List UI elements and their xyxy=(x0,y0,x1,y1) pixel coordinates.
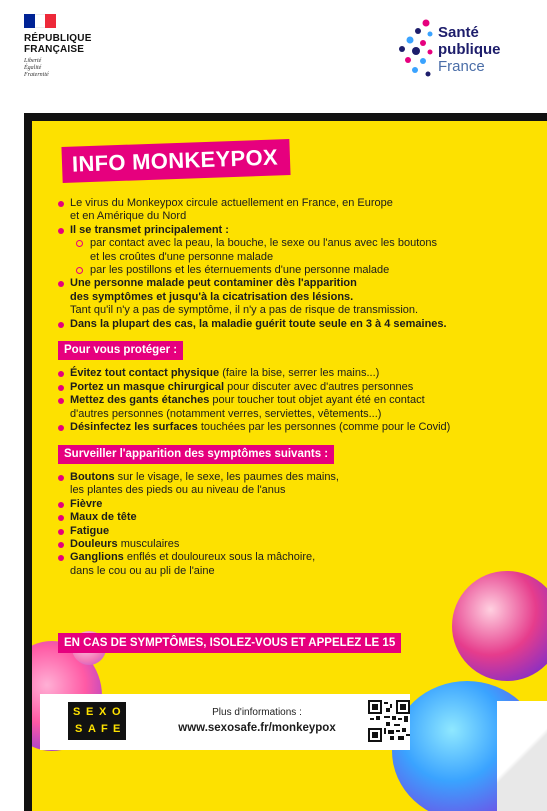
list-item xyxy=(58,511,533,524)
logo-letter: O xyxy=(112,706,121,718)
item-bold: Mettez des gants étanches xyxy=(70,394,210,407)
bullet-icon xyxy=(58,542,64,548)
bullet-icon xyxy=(58,425,64,431)
poster-frame xyxy=(24,113,547,811)
logo-letter: A xyxy=(88,723,96,735)
rf-motto-3: Fraternité xyxy=(24,72,49,78)
contagion-note: Tant qu'il n'y a pas de symptôme, il n'y a pas de risque de transmission. xyxy=(70,304,419,317)
logo-letter: S xyxy=(75,723,83,735)
item-bold: Douleurs xyxy=(70,537,118,550)
bullet-icon xyxy=(58,502,64,508)
item-cont: les plantes des pieds ou au niveau de l'anus xyxy=(70,484,286,497)
spf-line3: France xyxy=(438,58,485,75)
list-item xyxy=(58,394,533,421)
intro-line-cont: et en Amérique du Nord xyxy=(70,210,187,223)
bullet-icon xyxy=(58,322,64,328)
logo-letter: E xyxy=(113,723,121,735)
qr-code-icon[interactable] xyxy=(368,700,410,742)
logo-letter: X xyxy=(99,706,107,718)
item-bold: Fatigue xyxy=(70,524,110,537)
item-cont: d'autres personnes (notamment verres, serviettes, vêtements...) xyxy=(70,407,382,420)
ring-bullet-icon xyxy=(76,267,83,274)
republique-francaise-logo xyxy=(24,14,134,79)
logo-letter: S xyxy=(73,706,81,718)
bullet-icon xyxy=(58,555,64,561)
info-link[interactable]: www.sexosafe.fr/monkeypox xyxy=(178,722,336,734)
bullet-icon xyxy=(58,475,64,481)
item-rest: enflés et douloureux sous la mâchoire, xyxy=(123,551,316,564)
item-rest: (faire la bise, serrer les mains...) xyxy=(219,367,380,380)
bullet-icon xyxy=(58,201,64,207)
list-item xyxy=(58,277,533,317)
list-item xyxy=(58,367,533,380)
list-item xyxy=(58,525,533,538)
rf-title-line1: RÉPUBLIQUE xyxy=(24,33,92,44)
contagion-line-cont: des symptômes et jusqu'à la cicatrisation des lésions. xyxy=(70,290,354,303)
transmission-heading: Il se transmet principalement : xyxy=(70,223,229,236)
item-bold: Désinfectez les surfaces xyxy=(70,421,198,434)
item-cont: dans le cou ou au pli de l'aine xyxy=(70,564,215,577)
spf-wordmark xyxy=(438,24,501,75)
list-item xyxy=(58,498,533,511)
item-bold: Portez un masque chirurgical xyxy=(70,380,225,393)
symptoms-heading: Surveiller l'apparition des symptômes suivants : xyxy=(58,445,334,464)
list-item xyxy=(58,318,533,331)
item-bold: Évitez tout contact physique xyxy=(70,367,220,380)
bullet-icon xyxy=(58,228,64,234)
sante-publique-france-logo xyxy=(396,18,536,84)
item-rest: sur le visage, le sexe, les paumes des mains, xyxy=(114,470,339,483)
list-item xyxy=(58,471,533,498)
bullet-icon xyxy=(58,281,64,287)
bullet-icon xyxy=(58,385,64,391)
list-item xyxy=(58,381,533,394)
item-rest: touchées par les personnes (comme pour le Covid) xyxy=(197,421,451,434)
list-item xyxy=(58,264,533,277)
sexosafe-logo xyxy=(68,702,126,740)
more-info-label: Plus d'informations : xyxy=(212,707,302,718)
rf-motto-2: Égalité xyxy=(24,65,42,71)
page-title: INFO MONKEYPOX xyxy=(61,139,290,183)
transmission-line-cont: et les croûtes d'une personne malade xyxy=(90,250,274,263)
item-bold: Maux de tête xyxy=(70,511,137,524)
item-rest: pour toucher tout objet ayant été en contact xyxy=(209,394,425,407)
main-content xyxy=(58,197,533,578)
list-item xyxy=(58,551,533,578)
french-flag-icon xyxy=(24,14,56,28)
list-item xyxy=(58,237,533,264)
rf-motto xyxy=(24,58,134,79)
intro-line: Le virus du Monkeypox circule actuellement en France, en Europe xyxy=(70,197,393,209)
transmission-line: par contact avec la peau, la bouche, le sexe ou l'anus avec les boutons xyxy=(90,237,437,250)
transmission-line: par les postillons et les éternuements d'une personne malade xyxy=(90,264,390,277)
contagion-line: Une personne malade peut contaminer dès l'apparition xyxy=(70,277,357,290)
ring-bullet-icon xyxy=(76,240,83,247)
alert-banner: EN CAS DE SYMPTÔMES, ISOLEZ-VOUS ET APPELEZ LE 15 xyxy=(58,633,401,653)
list-item xyxy=(58,197,533,224)
page-curl xyxy=(497,701,547,811)
rf-motto-1: Liberté xyxy=(24,58,42,64)
list-item xyxy=(58,224,533,237)
spf-dots-icon xyxy=(396,18,436,80)
list-item xyxy=(58,421,533,434)
logo-letter: E xyxy=(86,706,94,718)
spf-line1: Santé xyxy=(438,24,479,41)
bullet-icon xyxy=(58,371,64,377)
item-bold: Boutons xyxy=(70,470,115,483)
list-item xyxy=(58,538,533,551)
healing-line: Dans la plupart des cas, la maladie guérit toute seule en 3 à 4 semaines. xyxy=(70,317,447,330)
item-bold: Fièvre xyxy=(70,497,103,510)
bullet-icon xyxy=(58,529,64,535)
item-rest: pour discuter avec d'autres personnes xyxy=(224,380,414,393)
item-bold: Ganglions xyxy=(70,551,124,564)
rf-title-line2: FRANÇAISE xyxy=(24,44,85,55)
spf-line2: publique xyxy=(438,41,501,58)
virus-illustration-pink xyxy=(452,571,547,681)
logo-letter: F xyxy=(101,723,108,735)
bullet-icon xyxy=(58,515,64,521)
poster-body xyxy=(32,121,547,811)
protect-heading: Pour vous protéger : xyxy=(58,341,183,360)
bullet-icon xyxy=(58,398,64,404)
item-rest: musculaires xyxy=(117,537,180,550)
